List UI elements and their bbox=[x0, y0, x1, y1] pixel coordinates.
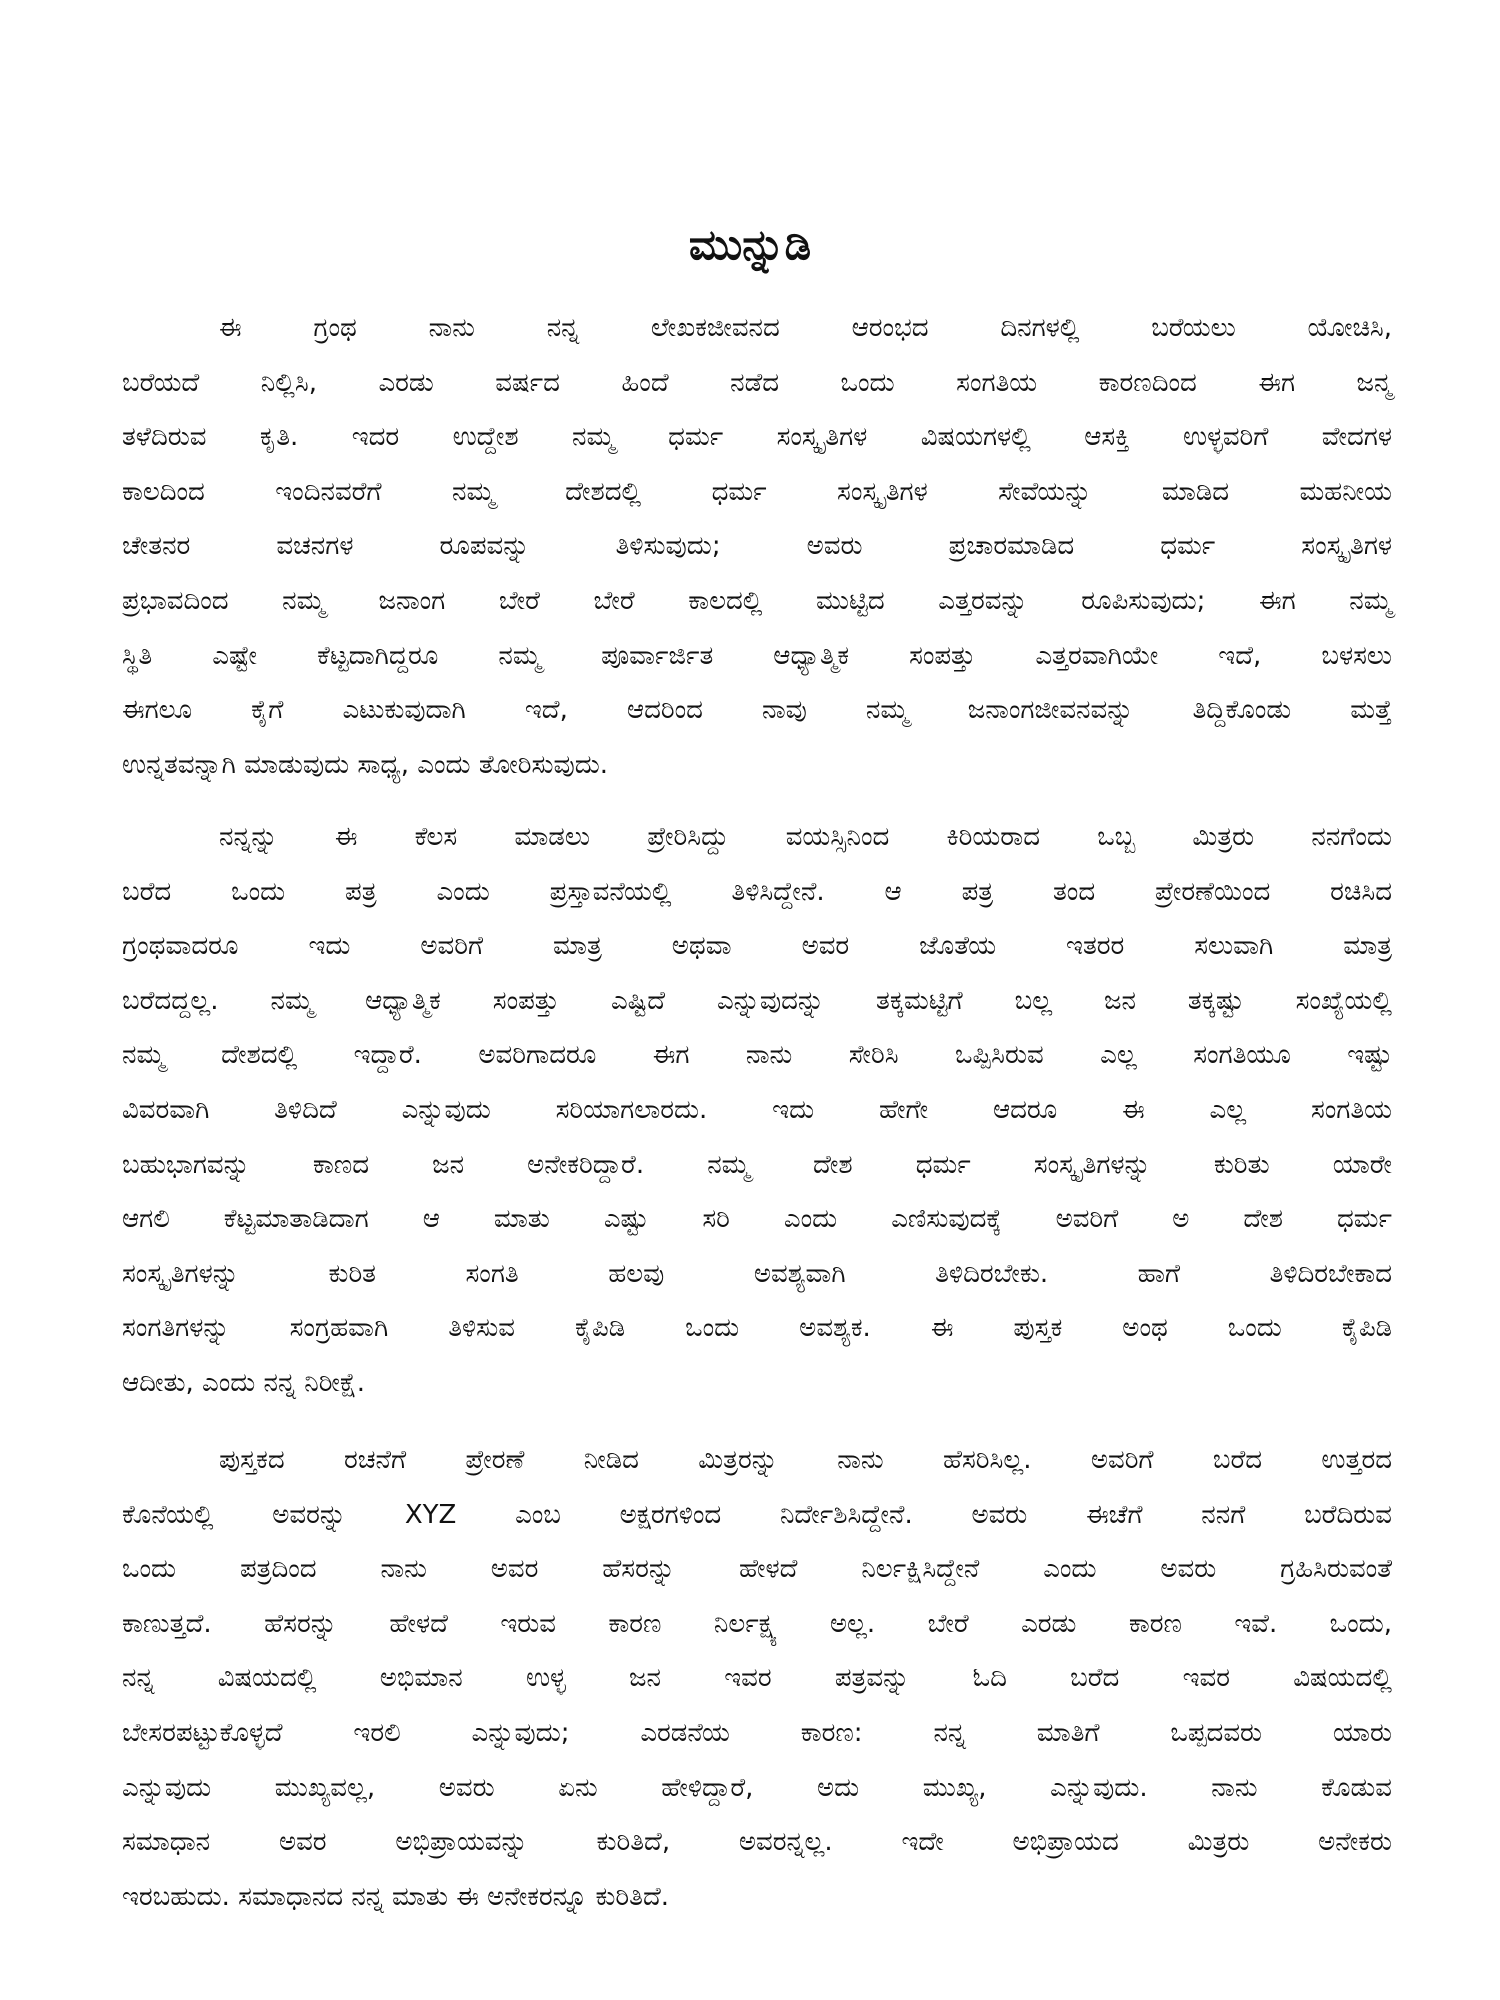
text-line: ತಳೆದಿರುವ ಕೃತಿ. ಇದರ ಉದ್ದೇಶ ನಮ್ಮ ಧರ್ಮ ಸಂಸ್ಕೃತಿಗಳ ವಿಷಯಗಳಲ್ಲಿ ಆಸಕ್ತಿ ಉಳ್ಳವರಿಗೆ ವೇದಗಳ bbox=[122, 422, 1392, 453]
paragraph-3 bbox=[122, 1433, 1392, 1924]
text-line: ಬರೆಯದೆ ನಿಲ್ಲಿಸಿ, ಎರಡು ವರ್ಷದ ಹಿಂದೆ ನಡೆದ ಒಂದು ಸಂಗತಿಯ ಕಾರಣದಿಂದ ಈಗ ಜನ್ಮ bbox=[122, 367, 1392, 398]
text-line: ಈಗಲೂ ಕೈಗೆ ಎಟುಕುವುದಾಗಿ ಇದೆ, ಆದರಿಂದ ನಾವು ನಮ್ಮ ಜನಾಂಗಜೀವನವನ್ನು ತಿದ್ದಿಕೊಂಡು ಮತ್ತೆ bbox=[122, 695, 1392, 726]
page-title: ಮುನ್ನುಡಿ bbox=[688, 220, 812, 269]
text-line: ಬರೆದ ಒಂದು ಪತ್ರ ಎಂದು ಪ್ರಸ್ತಾವನೆಯಲ್ಲಿ ತಿಳಿಸಿದ್ದೇನೆ. ಆ ಪತ್ರ ತಂದ ಪ್ರೇರಣೆಯಿಂದ ರಚಿಸಿದ bbox=[122, 876, 1392, 907]
text-line: ಆಗಲಿ ಕೆಟ್ಟಮಾತಾಡಿದಾಗ ಆ ಮಾತು ಎಷ್ಟು ಸರಿ ಎಂದು ಎಣಿಸುವುದಕ್ಕೆ ಅವರಿಗೆ ಅ ದೇಶ ಧರ್ಮ bbox=[122, 1204, 1392, 1235]
text-line: ಕಾಣುತ್ತದೆ. ಹೆಸರನ್ನು ಹೇಳದೆ ಇರುವ ಕಾರಣ ನಿರ್ಲಕ್ಷ್ಯ ಅಲ್ಲ. ಬೇರೆ ಎರಡು ಕಾರಣ ಇವೆ. ಒಂದು, bbox=[122, 1608, 1392, 1639]
text-line: ಚೇತನರ ವಚನಗಳ ರೂಪವನ್ನು ತಿಳಿಸುವುದು; ಅವರು ಪ್ರಚಾರಮಾಡಿದ ಧರ್ಮ ಸಂಸ್ಕೃತಿಗಳ bbox=[122, 531, 1393, 562]
text-line: ಕೊನೆಯಲ್ಲಿ ಅವರನ್ನು XYZ ಎಂಬ ಅಕ್ಷರಗಳಿಂದ ನಿರ್ದೇಶಿಸಿದ್ದೇನೆ. ಅವರು ಈಚೆಗೆ ನನಗೆ ಬರೆದಿರುವ bbox=[122, 1499, 1392, 1530]
text-line: ಇರಬಹುದು. ಸಮಾಧಾನದ ನನ್ನ ಮಾತು ಈ ಅನೇಕರನ್ನೂ ಕುರಿತಿದೆ. bbox=[122, 1881, 670, 1912]
text-line: ಗ್ರಂಥವಾದರೂ ಇದು ಅವರಿಗೆ ಮಾತ್ರ ಅಥವಾ ಅವರ ಜೊತೆಯ ಇತರರ ಸಲುವಾಗಿ ಮಾತ್ರ bbox=[122, 931, 1392, 962]
text-line: ಸಮಾಧಾನ ಅವರ ಅಭಿಪ್ರಾಯವನ್ನು ಕುರಿತಿದೆ, ಅವರನ್ನಲ್ಲ. ಇದೇ ಅಭಿಪ್ರಾಯದ ಮಿತ್ರರು ಅನೇಕರು bbox=[122, 1827, 1392, 1858]
text-line: ನಮ್ಮ ದೇಶದಲ್ಲಿ ಇದ್ದಾರೆ. ಅವರಿಗಾದರೂ ಈಗ ನಾನು ಸೇರಿಸಿ ಒಪ್ಪಿಸಿರುವ ಎಲ್ಲ ಸಂಗತಿಯೂ ಇಷ್ಟು bbox=[122, 1040, 1392, 1071]
text-line: ವಿವರವಾಗಿ ತಿಳಿದಿದೆ ಎನ್ನುವುದು ಸರಿಯಾಗಲಾರದು. ಇದು ಹೇಗೇ ಆದರೂ ಈ ಎಲ್ಲ ಸಂಗತಿಯ bbox=[122, 1094, 1392, 1125]
text-line: ನನ್ನ ವಿಷಯದಲ್ಲಿ ಅಭಿಮಾನ ಉಳ್ಳ ಜನ ಇವರ ಪತ್ರವನ್ನು ಓದಿ ಬರೆದ ಇವರ ವಿಷಯದಲ್ಲಿ bbox=[122, 1663, 1392, 1694]
text-line: ಬರೆದದ್ದಲ್ಲ. ನಮ್ಮ ಆಧ್ಯಾತ್ಮಿಕ ಸಂಪತ್ತು ಎಷ್ಟಿದೆ ಎನ್ನುವುದನ್ನು ತಕ್ಕಮಟ್ಟಿಗೆ ಬಲ್ಲ ಜನ ತಕ್ಕಷ್ಟು ಸಂಖ್ಯೆಯಲ್ಲಿ bbox=[122, 985, 1392, 1016]
text-line: ಬಹುಭಾಗವನ್ನು ಕಾಣದ ಜನ ಅನೇಕರಿದ್ದಾರೆ. ನಮ್ಮ ದೇಶ ಧರ್ಮ ಸಂಸ್ಕೃತಿಗಳನ್ನು ಕುರಿತು ಯಾರೇ bbox=[122, 1149, 1392, 1180]
text-line: ಸ್ಥಿತಿ ಎಷ್ಟೇ ಕೆಟ್ಟದಾಗಿದ್ದರೂ ನಮ್ಮ ಪೂರ್ವಾರ್ಜಿತ ಆಧ್ಯಾತ್ಮಿಕ ಸಂಪತ್ತು ಎತ್ತರವಾಗಿಯೇ ಇದೆ, ಬಳಸಲು bbox=[122, 640, 1392, 671]
text-line: ಎನ್ನುವುದು ಮುಖ್ಯವಲ್ಲ, ಅವರು ಏನು ಹೇಳಿದ್ದಾರೆ, ಅದು ಮುಖ್ಯ, ಎನ್ನುವುದು. ನಾನು ಕೊಡುವ bbox=[122, 1772, 1392, 1803]
text-line: ನನ್ನನ್ನು ಈ ಕೆಲಸ ಮಾಡಲು ಪ್ರೇರಿಸಿದ್ದು ವಯಸ್ಸಿನಿಂದ ಕಿರಿಯರಾದ ಒಬ್ಬ ಮಿತ್ರರು ನನಗೆಂದು bbox=[219, 822, 1392, 852]
text-line: ಉನ್ನತವನ್ನಾಗಿ ಮಾಡುವುದು ಸಾಧ್ಯ, ಎಂದು ತೋರಿಸುವುದು. bbox=[122, 749, 609, 780]
text-line: ಪುಸ್ತಕದ ರಚನೆಗೆ ಪ್ರೇರಣೆ ನೀಡಿದ ಮಿತ್ರರನ್ನು ನಾನು ಹೆಸರಿಸಿಲ್ಲ. ಅವರಿಗೆ ಬರೆದ ಉತ್ತರದ bbox=[219, 1445, 1392, 1475]
paragraph-2 bbox=[122, 810, 1392, 1411]
text-line: ಸಂಗತಿಗಳನ್ನು ಸಂಗ್ರಹವಾಗಿ ತಿಳಿಸುವ ಕೈಪಿಡಿ ಒಂದು ಅವಶ್ಯಕ. ಈ ಪುಸ್ತಕ ಅಂಥ ಒಂದು ಕೈಪಿಡಿ bbox=[122, 1313, 1392, 1344]
paragraph-1 bbox=[122, 301, 1392, 792]
text-line: ಸಂಸ್ಕೃತಿಗಳನ್ನು ಕುರಿತ ಸಂಗತಿ ಹಲವು ಅವಶ್ಯವಾಗಿ ತಿಳಿದಿರಬೇಕು. ಹಾಗೆ ತಿಳಿದಿರಬೇಕಾದ bbox=[122, 1258, 1392, 1289]
text-line: ಕಾಲದಿಂದ ಇಂದಿನವರೆಗೆ ನಮ್ಮ ದೇಶದಲ್ಲಿ ಧರ್ಮ ಸಂಸ್ಕೃತಿಗಳ ಸೇವೆಯನ್ನು ಮಾಡಿದ ಮಹನೀಯ bbox=[122, 476, 1392, 507]
text-line: ಒಂದು ಪತ್ರದಿಂದ ನಾನು ಅವರ ಹೆಸರನ್ನು ಹೇಳದೆ ನಿರ್ಲಕ್ಷಿಸಿದ್ದೇನೆ ಎಂದು ಅವರು ಗ್ರಹಿಸಿರುವಂತೆ bbox=[122, 1554, 1392, 1585]
text-line: ಈ ಗ್ರಂಥ ನಾನು ನನ್ನ ಲೇಖಕಜೀವನದ ಆರಂಭದ ದಿನಗಳಲ್ಲಿ ಬರೆಯಲು ಯೋಚಿಸಿ, bbox=[219, 313, 1392, 343]
text-line: ಪ್ರಭಾವದಿಂದ ನಮ್ಮ ಜನಾಂಗ ಬೇರೆ ಬೇರೆ ಕಾಲದಲ್ಲಿ ಮುಟ್ಟಿದ ಎತ್ತರವನ್ನು ರೂಪಿಸುವುದು; ಈಗ ನಮ್ಮ bbox=[122, 585, 1392, 616]
text-line: ಆದೀತು, ಎಂದು ನನ್ನ ನಿರೀಕ್ಷೆ. bbox=[122, 1367, 365, 1398]
text-line: ಬೇಸರಪಟ್ಟುಕೊಳ್ಳದೆ ಇರಲಿ ಎನ್ನುವುದು; ಎರಡನೆಯ ಕಾರಣ: ನನ್ನ ಮಾತಿಗೆ ಒಪ್ಪದವರು ಯಾರು bbox=[122, 1717, 1392, 1748]
